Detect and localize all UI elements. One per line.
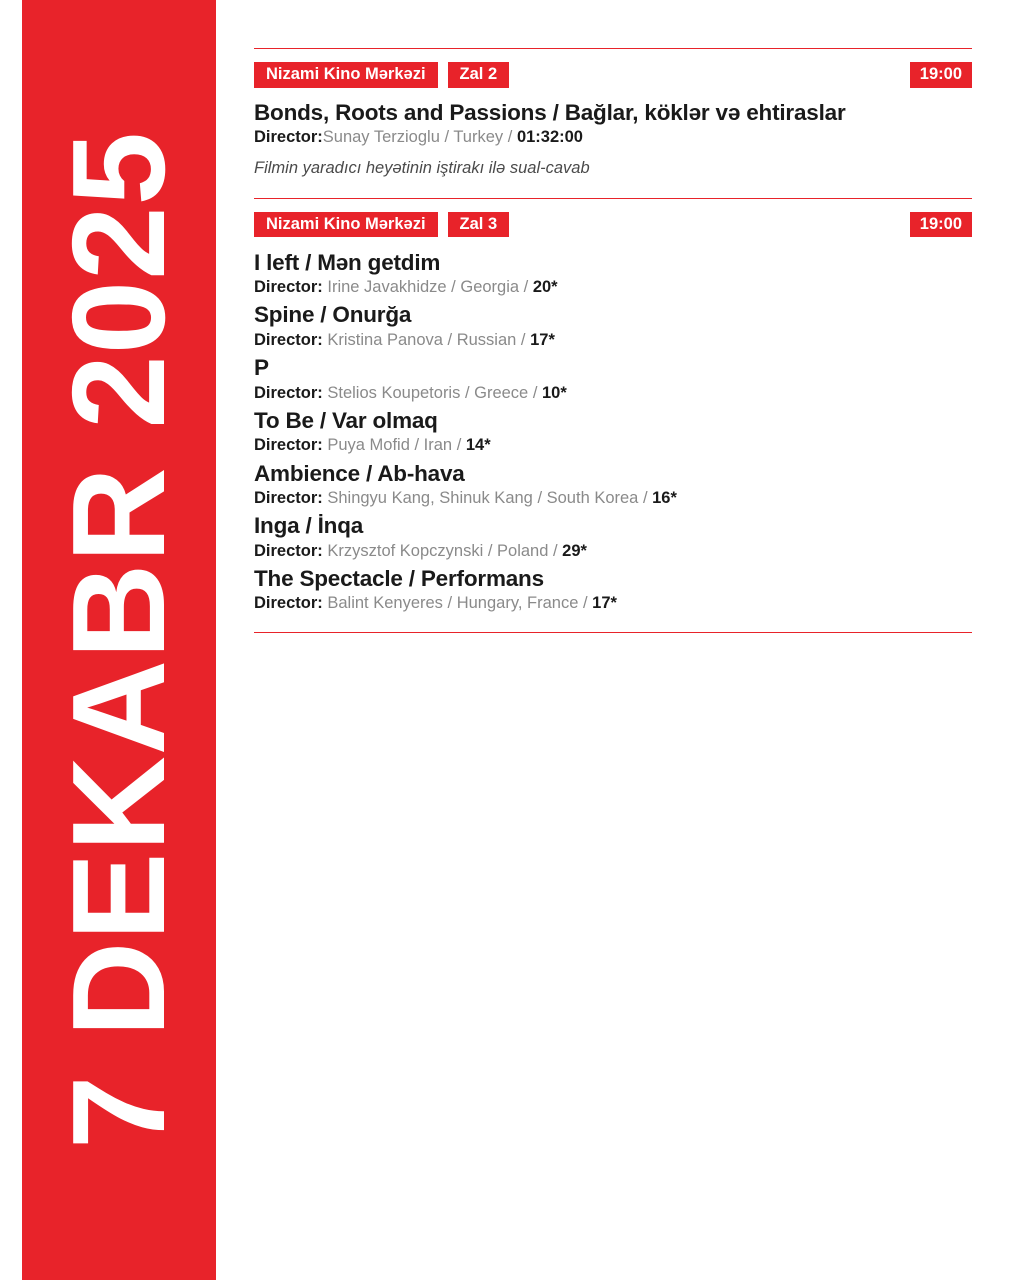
- director-label: Director:: [254, 128, 323, 147]
- film-country: Poland: [497, 541, 549, 560]
- director-name: Shingyu Kang, Shinuk Kang: [327, 488, 533, 507]
- film-item: [254, 512, 972, 562]
- meta-sep: /: [519, 278, 533, 297]
- meta-sep: /: [483, 541, 498, 560]
- film-country: Greece: [474, 383, 529, 402]
- session-block: [254, 198, 972, 633]
- film-country: South Korea: [546, 488, 639, 507]
- director-name: Puya Mofid: [327, 436, 410, 455]
- film-meta: [254, 329, 972, 351]
- session-block: [254, 0, 972, 198]
- film-duration: 14*: [465, 436, 491, 455]
- film-country: Turkey: [453, 128, 504, 147]
- film-item: [254, 460, 972, 510]
- film-meta: [254, 382, 972, 404]
- date-banner-text: 7 DEKABR 2025: [45, 130, 192, 1150]
- meta-sep: /: [548, 541, 563, 560]
- meta-sep: /: [452, 436, 466, 455]
- session-note: Filmin yaradıcı heyətinin iştirakı ilə sual-cavab: [254, 158, 590, 177]
- film-item: [254, 249, 972, 299]
- meta-sep: /: [439, 128, 454, 147]
- session-header: [254, 61, 972, 89]
- hall-badge: Zal 2: [448, 62, 510, 88]
- film-title: Inga / İnqa: [254, 513, 364, 539]
- film-title: P: [254, 355, 269, 381]
- film-meta: [254, 434, 972, 456]
- meta-sep: /: [409, 436, 424, 455]
- meta-sep: /: [460, 383, 475, 402]
- meta-sep: /: [638, 488, 653, 507]
- film-item: [254, 565, 972, 615]
- film-duration: 16*: [652, 488, 677, 507]
- meta-sep: /: [446, 278, 461, 297]
- director-name: Sunay Terzioglu: [322, 128, 440, 147]
- director-label: Director:: [254, 330, 323, 349]
- film-meta: [254, 540, 972, 562]
- film-item: [254, 407, 972, 457]
- meta-sep: /: [528, 383, 542, 402]
- director-name: Stelios Koupetoris: [327, 383, 461, 402]
- film-meta: [254, 592, 972, 614]
- film-title: Bonds, Roots and Passions / Bağlar, köklər və ehtiraslar: [254, 100, 846, 125]
- meta-sep: /: [516, 330, 531, 349]
- film-title: Ambience / Ab-hava: [254, 460, 465, 486]
- film-title: To Be / Var olmaq: [254, 407, 438, 433]
- film-duration: 01:32:00: [516, 128, 583, 147]
- time-badge: 19:00: [910, 212, 972, 238]
- divider: [254, 198, 972, 199]
- film-title: Spine / Onurğa: [254, 302, 412, 328]
- film-country: Georgia: [460, 278, 520, 297]
- divider: [254, 48, 972, 49]
- time-badge: 19:00: [910, 62, 972, 88]
- meta-sep: /: [503, 128, 517, 147]
- film-title: I left / Mən getdim: [254, 249, 441, 275]
- director-label: Director:: [254, 488, 323, 507]
- hall-badge: Zal 3: [448, 212, 510, 238]
- film-list: [254, 249, 972, 632]
- director-label: Director:: [254, 541, 323, 560]
- session-header: [254, 211, 972, 239]
- meta-sep: /: [442, 330, 457, 349]
- director-name: Kristina Panova: [327, 330, 443, 349]
- film-item: [254, 354, 972, 404]
- venue-badge: Nizami Kino Mərkəzi: [254, 62, 438, 88]
- schedule-content: [254, 0, 972, 1280]
- film-duration: 17*: [592, 594, 617, 613]
- film-duration: 10*: [542, 383, 567, 402]
- director-label: Director:: [254, 594, 323, 613]
- film-meta: [254, 276, 972, 298]
- film-duration: 29*: [562, 541, 587, 560]
- director-label: Director:: [254, 436, 323, 455]
- film-list: [254, 99, 972, 198]
- director-label: Director:: [254, 383, 323, 402]
- film-country: Iran: [423, 436, 453, 455]
- meta-sep: /: [442, 594, 457, 613]
- film-duration: 20*: [532, 278, 558, 297]
- meta-sep: /: [578, 594, 593, 613]
- film-title: The Spectacle / Performans: [254, 565, 544, 591]
- meta-sep: /: [532, 488, 547, 507]
- director-label: Director:: [254, 278, 323, 297]
- film-item: [254, 301, 972, 351]
- film-meta: [254, 487, 972, 509]
- venue-badge: Nizami Kino Mərkəzi: [254, 212, 438, 238]
- film-country: Hungary, France: [456, 594, 579, 613]
- director-name: Irine Javakhidze: [327, 278, 447, 297]
- director-name: Krzysztof Kopczynski: [327, 541, 484, 560]
- date-banner: [22, 0, 216, 1280]
- film-country: Russian: [456, 330, 517, 349]
- director-name: Balint Kenyeres: [327, 594, 443, 613]
- film-item: [254, 99, 972, 149]
- film-meta: [254, 126, 972, 148]
- divider: [254, 632, 972, 633]
- film-duration: 17*: [530, 330, 555, 349]
